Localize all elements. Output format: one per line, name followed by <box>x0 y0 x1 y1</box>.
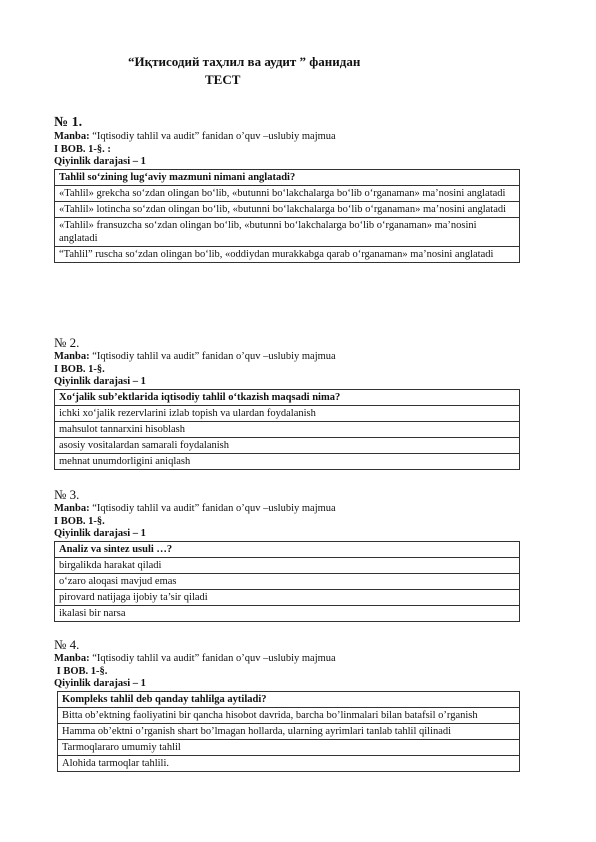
answer-table <box>57 691 520 772</box>
question-chapter: I BOB. 1-§. <box>54 665 108 677</box>
question-source <box>54 131 524 144</box>
answer-option: «Tahlil» grekcha so‘zdan olingan bo‘lib, «butunni bo‘lakchalarga bo‘lib o‘rganaman» ma’nosini anglatadi <box>55 185 520 201</box>
answer-option: mahsulot tannarxini hisoblash <box>55 421 520 437</box>
answer-option: Hamma ob’ektni o’rganish shart bo’lmagan hollarda, ularning ayrimlari tanlab tahlil qilinadi <box>58 723 520 739</box>
question-text: Tahlil so‘zining lug‘aviy mazmuni nimani anglatadi? <box>55 169 520 185</box>
answer-option: Tarmoqlararo umumiy tahlil <box>58 739 520 755</box>
answer-option: Bitta ob’ektning faoliyatini bir qancha hisobot davrida, barcha bo’linmalari bilan batafsil o’rganish <box>58 707 520 723</box>
answer-option: asosiy vositalardan samarali foydalanish <box>55 437 520 453</box>
question-block-1 <box>54 114 524 263</box>
question-source <box>54 653 524 666</box>
question-number: № 3. <box>54 487 80 502</box>
source-text: “Iqtisodiy tahlil va audit” fanidan o’quv –uslubiy majmua <box>89 351 336 362</box>
answer-option: mehnat unumdorligini aniqlash <box>55 453 520 469</box>
answer-table <box>54 169 520 263</box>
source-label: Manba: <box>54 653 90 664</box>
source-text: “Iqtisodiy tahlil va audit” fanidan o’quv –uslubiy majmua <box>89 653 336 664</box>
question-text: Xo‘jalik sub’ektlarida iqtisodiy tahlil o‘tkazish maqsadi nima? <box>55 389 520 405</box>
question-number: № 1. <box>54 115 83 130</box>
source-label: Manba: <box>54 131 90 142</box>
answer-option: “Tahlil” ruscha so‘zdan olingan bo‘lib, «oddiydan murakkabga qarab o‘rganaman» ma’nosini anglatadi <box>55 246 520 262</box>
question-text: Analiz va sintez usuli …? <box>55 541 520 557</box>
question-difficulty: Qiyinlik darajasi – 1 <box>54 528 146 539</box>
question-difficulty: Qiyinlik darajasi – 1 <box>54 678 146 689</box>
question-block-4 <box>54 636 524 772</box>
document-subtitle: ТЕСТ <box>205 72 241 87</box>
answer-option: ichki xo‘jalik rezervlarini izlab topish va ulardan foydalanish <box>55 405 520 421</box>
question-source <box>54 351 524 364</box>
answer-option: Alohida tarmoqlar tahlili. <box>58 755 520 771</box>
question-chapter: I BOB. 1-§. : <box>54 143 111 155</box>
question-number: № 2. <box>54 335 80 350</box>
question-source <box>54 503 524 516</box>
answer-option: «Tahlil» fransuzcha so‘zdan olingan bo‘lib, «butunni bo‘lakchalarga bo‘lib o‘rganaman» ma’nosini anglatadi <box>55 217 520 246</box>
answer-table <box>54 389 520 470</box>
answer-option: birgalikda harakat qiladi <box>55 557 520 573</box>
answer-table <box>54 541 520 622</box>
source-text: “Iqtisodiy tahlil va audit” fanidan o’quv –uslubiy majmua <box>89 131 336 142</box>
question-difficulty: Qiyinlik darajasi – 1 <box>54 376 146 387</box>
answer-option: o‘zaro aloqasi mavjud emas <box>55 573 520 589</box>
source-text: “Iqtisodiy tahlil va audit” fanidan o’quv –uslubiy majmua <box>89 503 336 514</box>
question-block-3 <box>54 486 524 622</box>
source-label: Manba: <box>54 351 90 362</box>
question-chapter: I BOB. 1-§. <box>54 515 105 527</box>
source-label: Manba: <box>54 503 90 514</box>
answer-option: ikalasi bir narsa <box>55 605 520 621</box>
answer-option: «Tahlil» lotincha so‘zdan olingan bo‘lib, «butunni bo‘lakchalarga bo‘lib o‘rganaman» ma’nosini anglatadi <box>55 201 520 217</box>
question-block-2 <box>54 334 524 470</box>
answer-option: pirovard natijaga ijobiy ta’sir qiladi <box>55 589 520 605</box>
document-title: “Иқтисодий таҳлил ва аудит ” фанидан <box>128 54 361 69</box>
question-number: № 4. <box>54 637 80 652</box>
question-text: Kompleks tahlil deb qanday tahlilga aytiladi? <box>58 691 520 707</box>
question-chapter: I BOB. 1-§. <box>54 363 105 375</box>
question-difficulty: Qiyinlik darajasi – 1 <box>54 156 146 167</box>
